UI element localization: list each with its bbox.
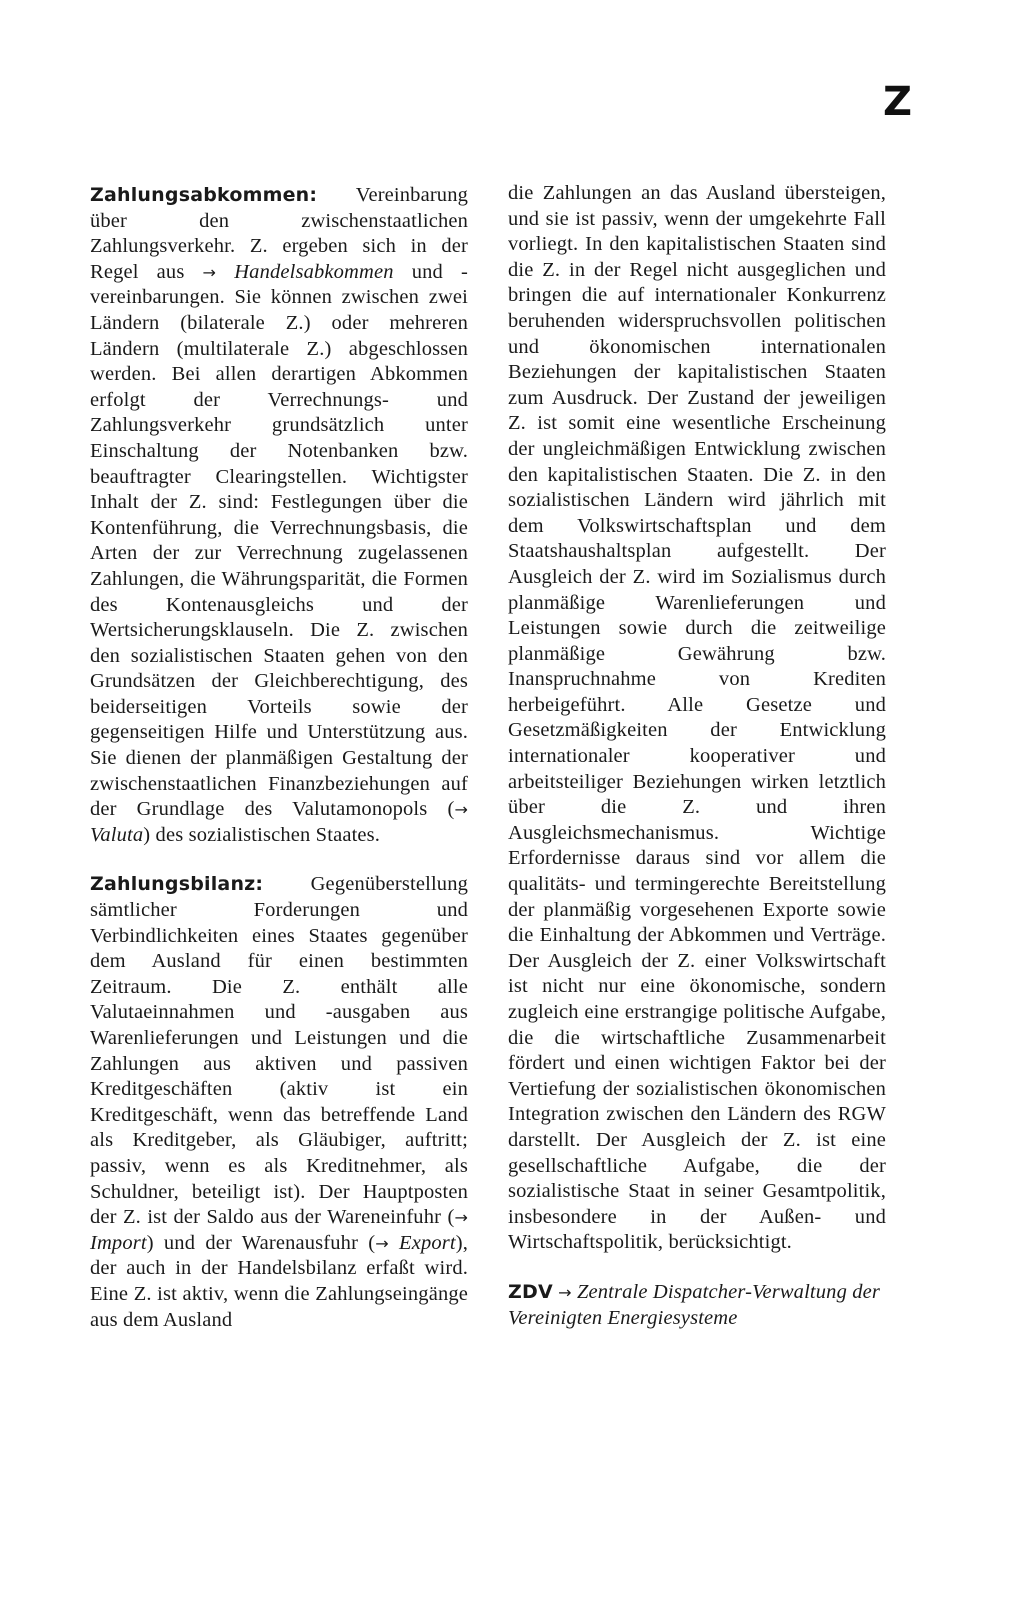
entry-text xyxy=(90,872,468,1333)
cross-reference-arrow-icon: → xyxy=(375,1233,389,1253)
definition-text: ), der auch in der Handelsbilanz erfaßt wird. Eine Z. ist aktiv, wenn die Zahlungseingänge aus dem Ausland xyxy=(90,1231,468,1331)
headword: ZDV xyxy=(508,1280,553,1303)
cross-reference-arrow-icon: → xyxy=(558,1282,572,1302)
entry-zahlungsbilanz-continued xyxy=(508,181,886,1256)
cross-reference: Handelsabkommen xyxy=(216,260,394,283)
entry-text xyxy=(90,183,468,848)
cross-reference: Import xyxy=(90,1231,147,1254)
cross-reference: Valuta xyxy=(90,823,144,846)
entry-zdv xyxy=(508,1280,886,1331)
definition-text: und -vereinbarungen. Sie können zwischen zwei Ländern (bilaterale Z.) oder mehreren Ländern (multilaterale Z.) abgeschlossen werden. Bei allen derartigen Abkommen erfolgt der Verrechnungs- und Zahlungsverkehr grundsätzlich unter Einschaltung der Notenbanken bzw. beauftragter Clearingstellen. Wichtigster Inhalt der Z. sind: Festlegungen über die Kontenführung, die Verrechnungsbasis, die Arten der zur Verrechnung zugelassenen Zahlungen, die Währungsparität, die Formen des Kontenausgleichs und der Wertsicherungsklauseln. Die Z. zwischen den sozialistischen Staaten gehen von den Grundsätzen der Gleichberechtigung, des beiderseitigen Vorteils sowie der gegenseitigen Hilfe und Unterstützung aus. Sie dienen der planmäßigen Gestaltung der zwischenstaatlichen Finanzbeziehungen auf der Grundlage des Valutamonopols ( xyxy=(90,260,468,821)
definition-text: ) und der Warenausfuhr ( xyxy=(146,1231,376,1254)
entry-zahlungsbilanz xyxy=(90,872,468,1333)
cross-reference-arrow-icon: → xyxy=(454,1208,468,1228)
entry-text xyxy=(508,1280,886,1331)
cross-reference: Export xyxy=(388,1231,456,1254)
entry-text: die Zahlungen an das Ausland übersteigen, und sie ist passiv, wenn der umgekehrte Fall vorliegt. In den kapitalistischen Staaten sind die Z. in der Regel nicht ausgeglichen und bringen die auf internationaler Konkurrenz beruhenden widerspruchsvollen politischen und ökonomischen internationalen Beziehungen der kapitalistischen Staaten zum Ausdruck. Der Zustand der jeweiligen Z. ist somit eine wesentliche Erscheinung der ungleichmäßigen Entwicklung zwischen den kapitalistischen Staaten. Die Z. in den sozialistischen Ländern wird jährlich mit dem Volkswirtschaftsplan und dem Staatshaushaltsplan aufgestellt. Der Ausgleich der Z. wird im Sozialismus durch planmäßige Warenlieferungen und Leistungen sowie durch die zeitweilige planmäßige Gewährung bzw. Inanspruchnahme von Krediten herbeigeführt. Alle Gesetze und Gesetzmäßigkeiten der Entwicklung internationaler kooperativer und arbeitsteiliger Beziehungen wirken letztlich über die Z. und ihren Ausgleichsmechanismus. Wichtige Erfordernisse daraus sind vor allem die qualitäts- und termingerechte Bereitstellung der planmäßig vorgesehenen Exporte sowie die Einhaltung der Abkommen und Verträge. Der Ausgleich der Z. einer Volkswirtschaft ist nicht nur eine ökonomische, sondern zugleich eine erstrangige politische Aufgabe, die die wirtschaftliche Zusammenarbeit fördert und einen wichtigen Faktor bei der Vertiefung der sozialistischen ökonomischen Integration zwischen den Ländern des RGW darstellt. Der Ausgleich der Z. ist eine gesellschaftliche Aufgabe, die der sozialistische Staat in seiner Gesamtpolitik, insbesondere in der Außen- und Wirtschaftspolitik, berücksichtigt. xyxy=(508,182,886,1254)
cross-reference-arrow-icon: → xyxy=(454,800,468,820)
headword: Zahlungsbilanz: xyxy=(90,873,264,896)
definition-text: Gegenüberstellung sämtlicher Forderungen und Verbindlichkeiten eines Staates gegenüber dem Ausland für einen bestimmten Zeitraum. Die Z. enthält alle Valutaeinnahmen und -ausgaben aus Warenlieferungen und Leistungen und die Zahlungen aus aktiven und passiven Kreditgeschäften (aktiv ist ein Kreditgeschäft, wenn das betreffende Land als Kreditgeber, als Gläubiger, auftritt; passiv, wenn es als Kreditnehmer, als Schuldner, beteiligt ist). Der Hauptposten der Z. ist der Saldo aus der Wareneinfuhr ( xyxy=(90,873,468,1229)
entry-zahlungsabkommen xyxy=(90,183,468,848)
section-letter: Z xyxy=(882,79,912,125)
definition-text: ) des sozialistischen Staates. xyxy=(143,823,381,846)
cross-reference: Zentrale Dispatcher-Verwaltung der Vereinigten Energiesysteme xyxy=(508,1280,881,1329)
headword: Zahlungsabkommen: xyxy=(90,184,318,206)
cross-reference-arrow-icon: → xyxy=(202,262,217,282)
left-column xyxy=(90,183,468,1357)
definition-text: Vereinbarung über den zwischenstaatlichen Zahlungsverkehr. Z. ergeben sich in der Regel aus xyxy=(90,184,468,283)
right-column xyxy=(508,183,886,1355)
